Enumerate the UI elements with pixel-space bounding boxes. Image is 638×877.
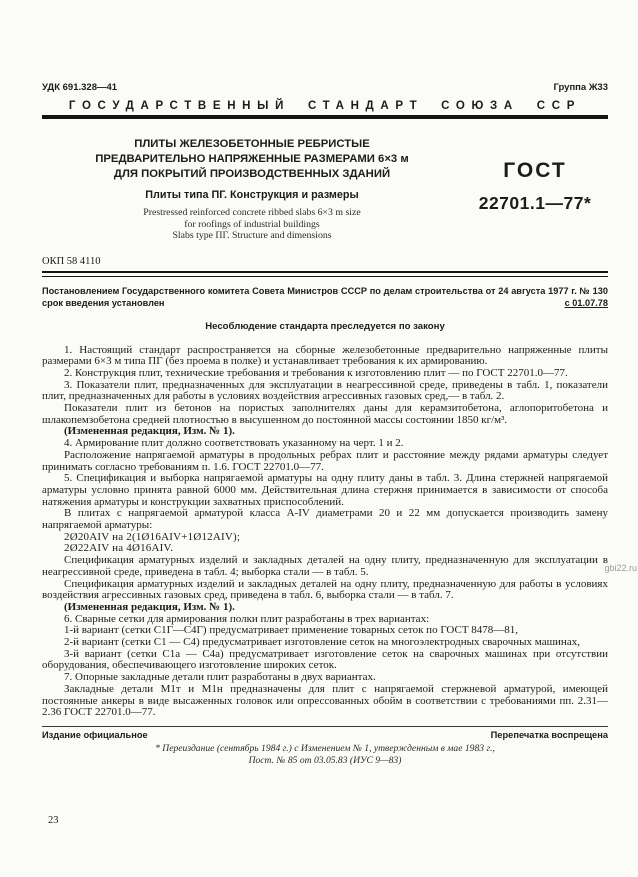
- reprint-prohibited-label: Перепечатка воспрещена: [490, 730, 608, 740]
- paragraph: Спецификация арматурных изделий и закладных деталей на одну плиту, предназначенную для работы в условиях воздействия агрессивных газовых сред, приведена в табл. 6, выборка стали — в табл. 7.: [42, 577, 608, 602]
- paragraph: 2. Конструкция плит, технические требования и требования к изготовлению плит — по ГОСТ 22701.0—77.: [64, 366, 568, 379]
- paragraph: Показатели плит из бетонов на пористых заполнителях даны для керамзитобетона, аглопоритобетона и шлакопемзобетона средней плотностью в высушенном до постоянной массы состоянии 1850 кг/м³.: [42, 402, 608, 426]
- watermark: gbi22.ru: [604, 563, 637, 573]
- header-rule: [42, 115, 608, 119]
- paragraph: 4. Армирование плит должно соответствовать указанному на черт. 1 и 2.: [64, 437, 404, 450]
- paragraph: 2Ø22АIV на 4Ø16АIV.: [64, 542, 174, 555]
- document-subtitle: Плиты типа ПГ. Конструкция и размеры: [145, 189, 359, 201]
- document-title-en: [42, 207, 462, 242]
- enactment-line2: [42, 297, 608, 309]
- paragraph: (Измененная редакция, Изм. № 1).: [64, 600, 235, 613]
- gost-label: ГОСТ: [503, 159, 567, 182]
- okp-rule: [42, 271, 608, 277]
- okp-code: ОКП 58 4110: [42, 255, 101, 267]
- paragraph: 1. Настоящий стандарт распространяется на сборные железобетонные предварительно напряженные плиты размерами 6×3 м типа ПГ (без проема в полке) и устанавливает требования к их армированию.: [42, 343, 608, 368]
- paragraph: Расположение напрягаемой арматуры в продольных ребрах плит и расстояние между рядами арматуры следует принимать согласно требованиям п. 1.6. ГОСТ 22701.0—77.: [42, 448, 608, 473]
- law-notice: Несоблюдение стандарта преследуется по закону: [205, 320, 445, 332]
- footnote-line: Пост. № 85 от 03.05.83 (ИУС 9—83): [248, 755, 402, 766]
- gost-number: 22701.1—77*: [478, 193, 592, 213]
- classification-row: [42, 82, 608, 93]
- paragraph: В плитах с напрягаемой арматурой класса А-IV диаметрами 20 и 22 мм допускается производить замену напрягаемой арматуры:: [42, 507, 608, 532]
- paragraph: 3-й вариант (сетки С1а — С4а) предусматривает изготовление сеток на сварочных машинах при отсутствии оборудования, обеспечивающего изготовление широких сеток.: [42, 647, 608, 672]
- paragraph: 2Ø20АIV на 2(1Ø16АIV+1Ø12АIV);: [64, 530, 241, 543]
- title-line: ДЛЯ ПОКРЫТИЙ ПРОИЗВОДСТВЕННЫХ ЗДАНИЙ: [113, 168, 391, 180]
- reissue-footnote: [42, 743, 608, 767]
- title-line-en: Slabs type ПГ. Structure and dimensions: [172, 230, 332, 241]
- enactment-note: [42, 285, 608, 309]
- paragraph: (Измененная редакция, Изм. № 1).: [64, 425, 235, 438]
- title-line-en: Prestressed reinforced concrete ribbed slabs 6×3 m size: [143, 207, 361, 218]
- official-edition-label: Издание официальное: [42, 730, 148, 740]
- paragraph: 7. Опорные закладные детали плит разработаны в двух вариантах.: [64, 671, 376, 684]
- title-line: ПРЕДВАРИТЕЛЬНО НАПРЯЖЕННЫЕ РАЗМЕРАМИ 6×3 м: [95, 153, 409, 165]
- group-code: Группа Ж33: [553, 82, 608, 93]
- footnote-line: * Переиздание (сентябрь 1984 г.) с Изменением № 1, утвержденным в мае 1983 г.,: [155, 743, 495, 754]
- paragraph: 2-й вариант (сетки С1 — С4) предусматривает изготовление сеток на многоэлектродных сварочных машинах,: [64, 636, 580, 649]
- paragraph: Закладные детали М1т и М1н предназначены для плит с напрягаемой стержневой арматурой, имеющей постоянные анкеры в виде высаженных головок или опрессованных обойм в соответствии с требованиями пп. 2.31—2.36 ГОСТ 22701.0—77.: [42, 682, 608, 719]
- enactment-date: с 01.07.78: [564, 297, 608, 308]
- state-standard-heading: ГОСУДАРСТВЕННЫЙ СТАНДАРТ СОЮЗА ССР: [68, 100, 582, 112]
- title-line-en: for roofings of industrial buildings: [184, 218, 320, 230]
- enactment-line2-left: срок введения установлен: [42, 297, 165, 308]
- footer-rule: [42, 726, 608, 727]
- udk-code: УДК 691.328—41: [42, 82, 118, 93]
- paragraph: 3. Показатели плит, предназначенных для эксплуатации в неагрессивной среде, приведены в табл. 1, показатели плит, предназначенных для работы в условиях воздействия агрессивных газовых сред,— в табл. 2.: [42, 378, 608, 403]
- gost-designation: [462, 137, 608, 242]
- page-number: 23: [48, 815, 59, 826]
- title-block: [42, 137, 608, 242]
- enactment-line1: Постановлением Государственного комитета Совета Министров СССР по делам строительства от 24 августа 1977 г. № 130: [42, 285, 608, 296]
- body-text: [42, 345, 608, 720]
- paragraph: 5. Спецификация и выборка напрягаемой арматуры на одну плиту даны в табл. 3. Длина стержней напрягаемой арматуры условно принята равной 6000 мм. Действительная длина стержня принимается в зависимости от способа натяжения арматуры и конструкции захватных приспособлений.: [42, 472, 608, 508]
- paragraph: Спецификация арматурных изделий и закладных деталей на одну плиту, предназначенную для эксплуатации в неагрессивной среде, приведена в табл. 4; выборка стали — в табл. 5.: [42, 554, 608, 578]
- paragraph: 1-й вариант (сетки С1Г—С4Г) предусматривает применение товарных сеток по ГОСТ 8478—81,: [64, 624, 519, 637]
- paragraph: 6. Сварные сетки для армирования полки плит разработаны в трех вариантах:: [64, 612, 430, 625]
- title-left-column: [42, 137, 462, 242]
- footer-row: [42, 730, 608, 740]
- document-title-ru: [42, 137, 462, 182]
- title-line: ПЛИТЫ ЖЕЛЕЗОБЕТОННЫЕ РЕБРИСТЫЕ: [134, 138, 370, 150]
